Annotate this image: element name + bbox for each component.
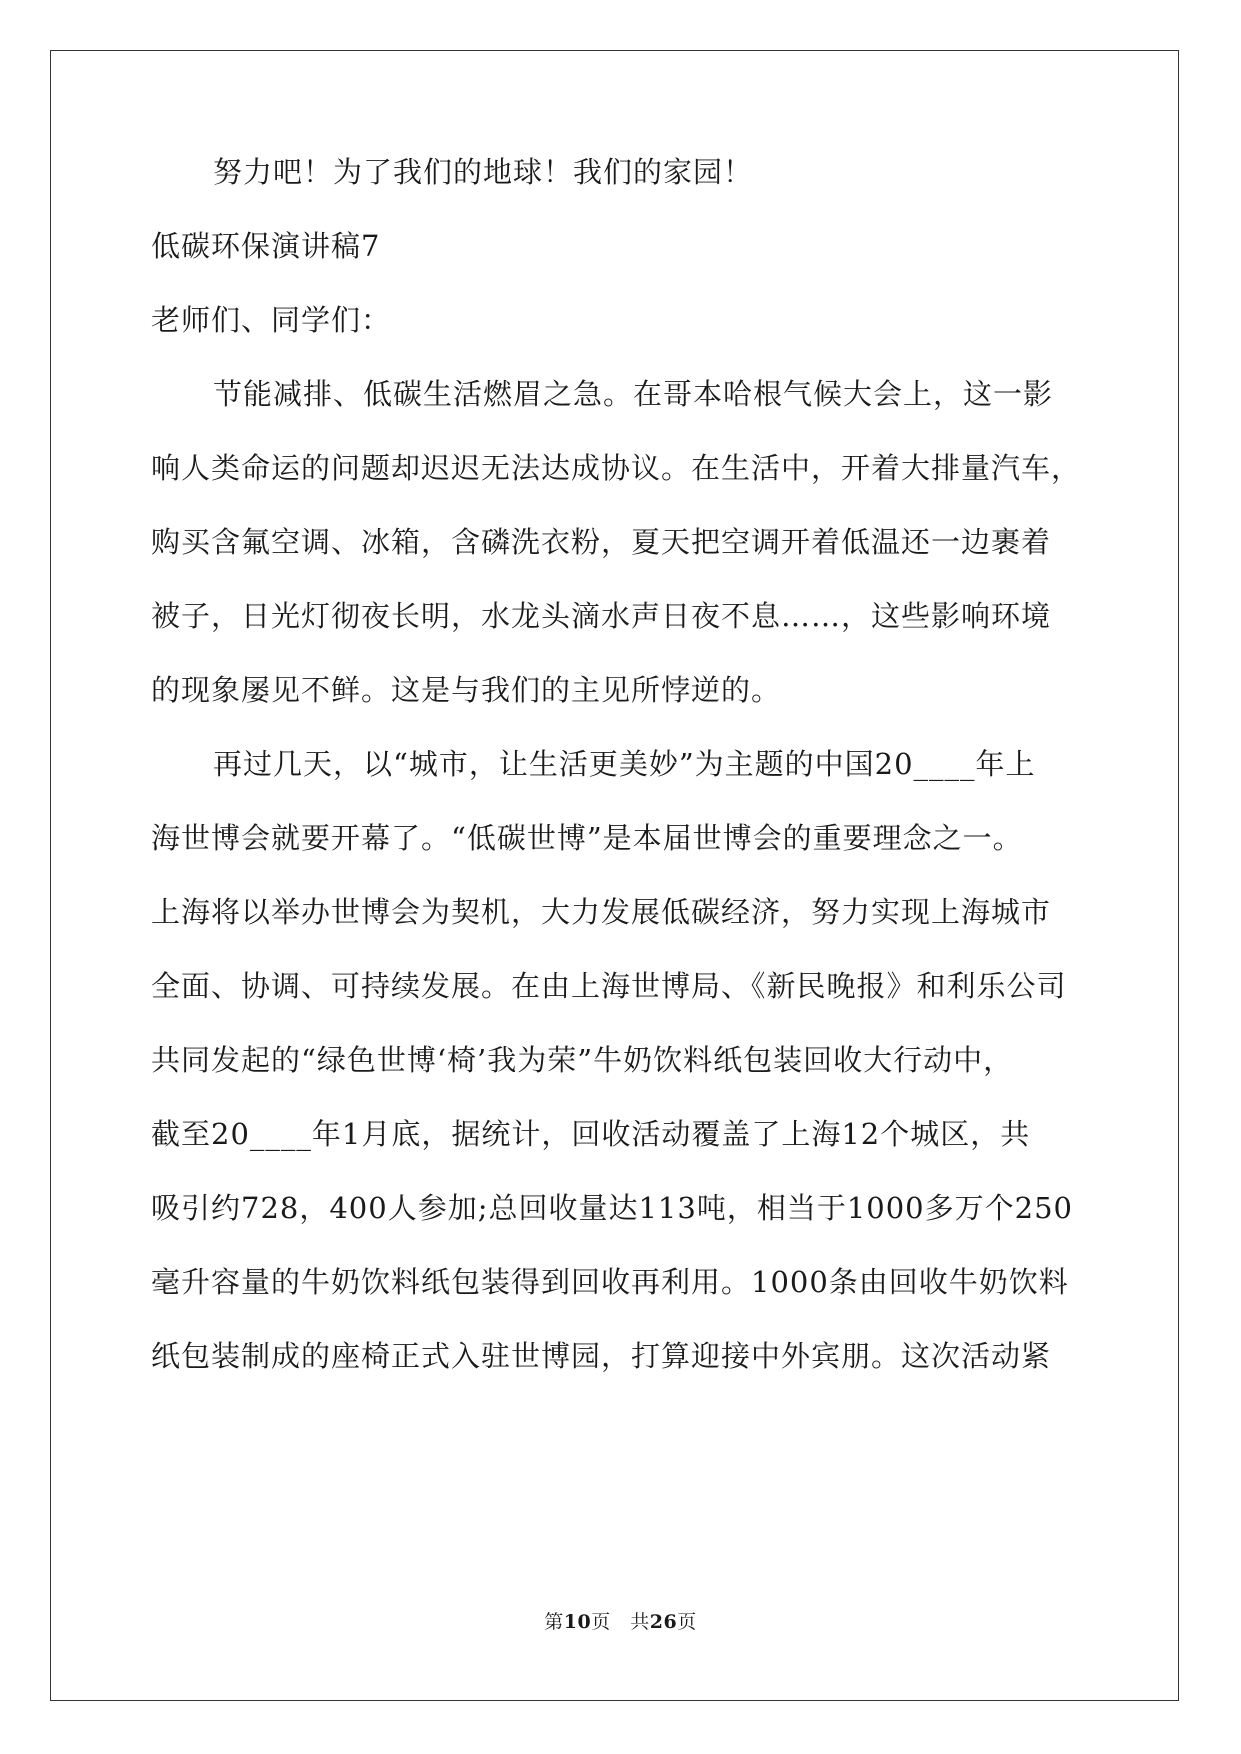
section-heading: 低碳环保演讲稿7 <box>151 229 381 263</box>
footer-suffix: 页 <box>677 1611 697 1633</box>
paragraph-2-line: 上海将以举办世博会为契机，大力发展低碳经济，努力实现上海城市 <box>151 895 1052 929</box>
page-footer <box>0 1610 1241 1634</box>
paragraph-2-line: 再过几天，以“城市，让生活更美妙”为主题的中国20____年上 <box>213 747 1036 781</box>
paragraph-2-line: 吸引约728，400人参加;总回收量达113吨，相当于1000多万个250 <box>151 1191 1073 1225</box>
paragraph-1-line: 响人类命运的问题却迟迟无法达成协议。在生活中，开着大排量汽车， <box>151 451 1082 485</box>
salutation: 老师们、同学们： <box>151 303 392 337</box>
paragraph-2-line: 毫升容量的牛奶饮料纸包装得到回收再利用。1000条由回收牛奶饮料 <box>151 1265 1069 1299</box>
paragraph-1-line: 被子，日光灯彻夜长明，水龙头滴水声日夜不息……，这些影响环境 <box>151 599 1052 633</box>
paragraph-2-line: 共同发起的“绿色世博‘椅’我为荣”牛奶饮料纸包装回收大行动中， <box>151 1043 1014 1077</box>
paragraph-2-line: 海世博会就要开幕了。“低碳世博”是本届世博会的重要理念之一。 <box>151 821 1023 855</box>
footer-middle: 页 共 <box>591 1611 650 1633</box>
footer-prefix: 第 <box>544 1611 564 1633</box>
paragraph-2-line: 全面、协调、可持续发展。在由上海世博局、《新民晚报》和利乐公司 <box>151 969 1067 1003</box>
paragraph-2-line: 截至20____年1月底，据统计，回收活动覆盖了上海12个城区，共 <box>151 1117 1031 1151</box>
total-page-count: 26 <box>649 1611 678 1633</box>
paragraph-1-line: 购买含氟空调、冰箱，含磷洗衣粉，夏天把空调开着低温还一边裹着 <box>151 525 1052 559</box>
paragraph-1-line: 节能减排、低碳生活燃眉之急。在哥本哈根气候大会上，这一影 <box>213 377 1054 411</box>
closing-line: 努力吧！为了我们的地球！我们的家园！ <box>213 155 754 189</box>
paragraph-1-line: 的现象屡见不鲜。这是与我们的主见所悖逆的。 <box>151 673 782 707</box>
page-frame <box>50 50 1179 1701</box>
current-page-number: 10 <box>563 1611 592 1633</box>
paragraph-2-line: 纸包装制成的座椅正式入驻世博园，打算迎接中外宾朋。这次活动紧 <box>151 1339 1052 1373</box>
